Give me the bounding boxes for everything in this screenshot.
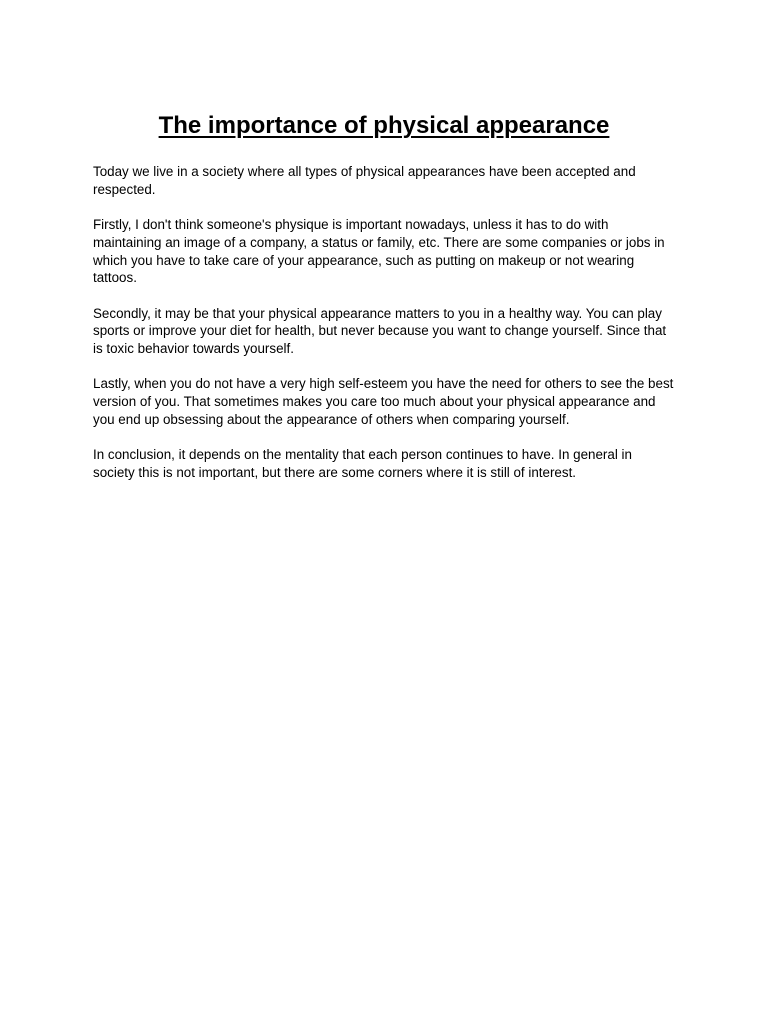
paragraph-lastly: Lastly, when you do not have a very high self-esteem you have the need for others to see the best version of you. That sometimes makes you care too much about your physical appearance and you end up obsessing about the appearance of others when comparing yourself. — [93, 376, 674, 427]
document-title: The importance of physical appearance — [158, 112, 610, 139]
paragraph-secondly: Secondly, it may be that your physical appearance matters to you in a healthy way. You can play sports or improve your diet for health, but never because you want to change yourself. Since that is toxic behavior towards yourself. — [93, 305, 667, 356]
paragraph-firstly: Firstly, I don't think someone's physique is important nowadays, unless it has to do with maintaining an image of a company, a status or family, etc. There are some companies or jobs in which you have to take care of your appearance, such as putting on makeup or not wearing tattoos. — [93, 217, 665, 286]
paragraph-intro: Today we live in a society where all types of physical appearances have been accepted and respected. — [93, 164, 636, 197]
document-body — [93, 163, 677, 499]
paragraph-conclusion: In conclusion, it depends on the mentality that each person continues to have. In general in society this is not important, but there are some corners where it is still of interest. — [93, 447, 632, 480]
